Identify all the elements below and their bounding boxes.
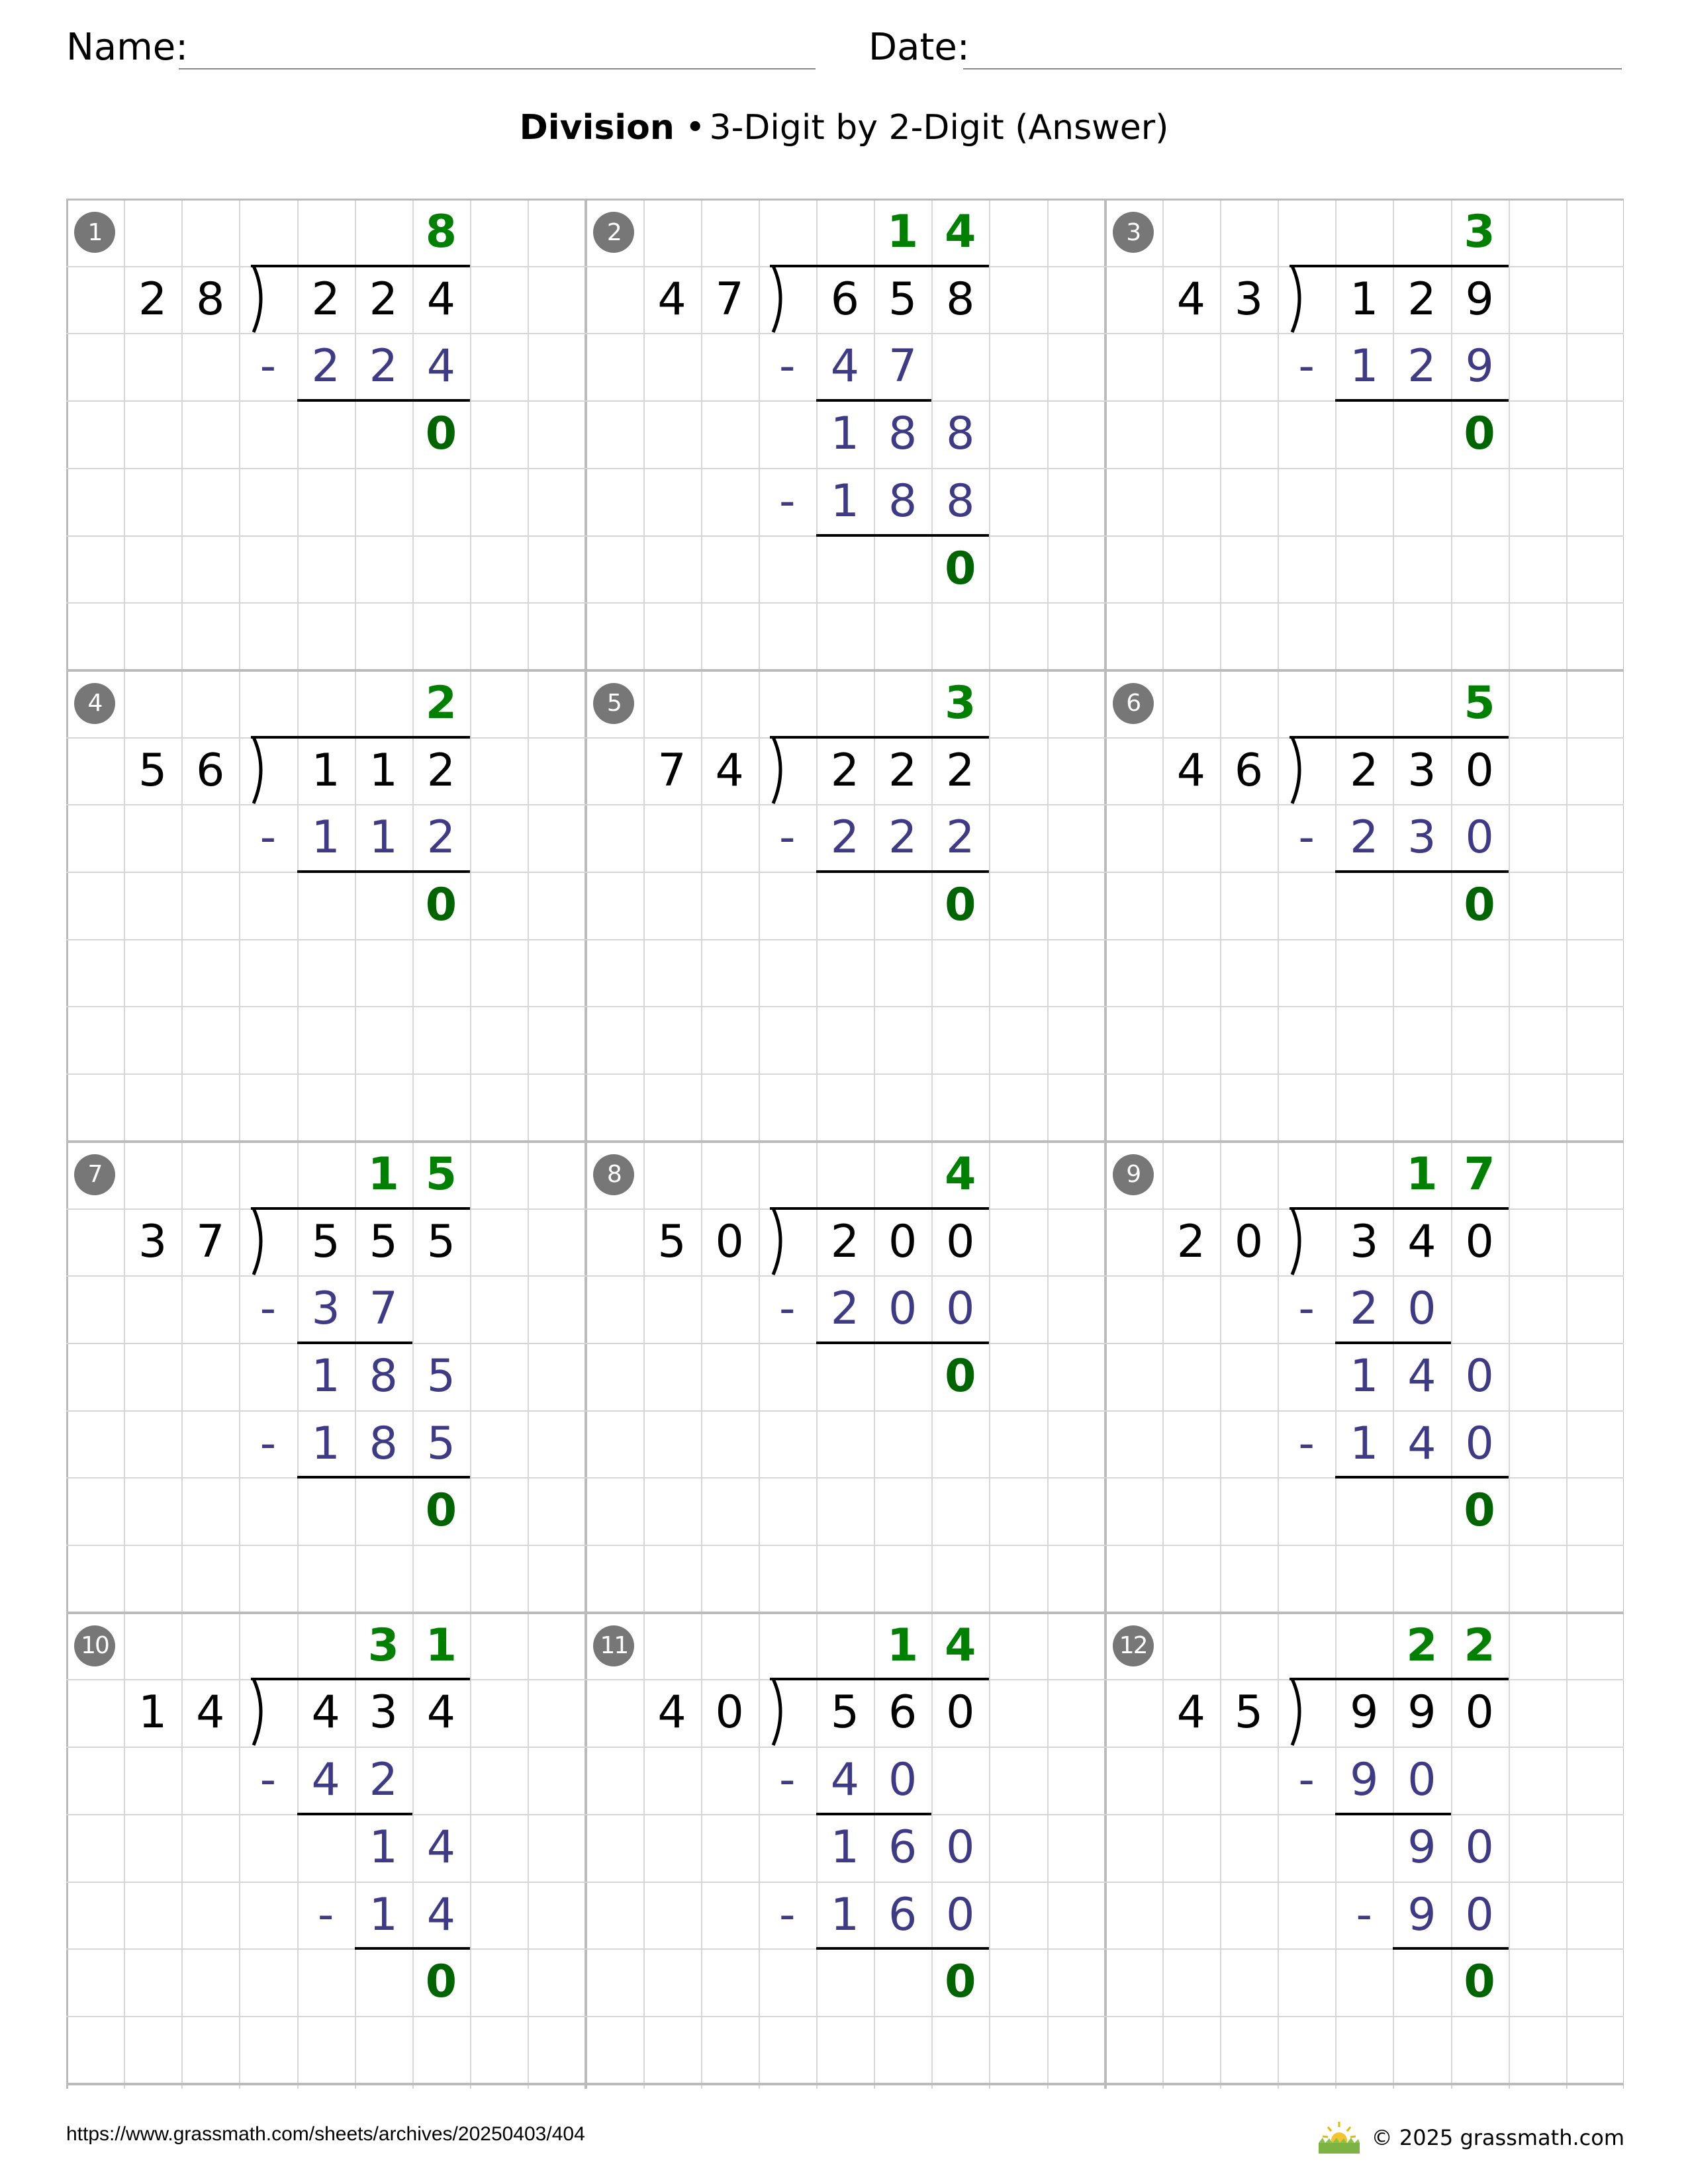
division-bracket bbox=[1287, 263, 1313, 336]
partial-dividend-digit: 8 bbox=[946, 408, 975, 461]
subtrahend-digit: 0 bbox=[1407, 1283, 1436, 1336]
partial-dividend-digit: 1 bbox=[1350, 1349, 1379, 1402]
remainder-digit: 0 bbox=[425, 879, 457, 931]
quotient-digit: 3 bbox=[367, 1619, 399, 1672]
minus-sign: - bbox=[259, 1283, 277, 1336]
minus-sign: - bbox=[1298, 340, 1315, 393]
divisor-digit: 5 bbox=[138, 744, 167, 797]
minus-sign: - bbox=[779, 340, 796, 393]
dividend-digit: 3 bbox=[1407, 744, 1436, 797]
problem-number-badge: 12 bbox=[1113, 1625, 1154, 1666]
remainder-digit: 0 bbox=[945, 879, 976, 931]
problem-number-badge: 2 bbox=[593, 212, 634, 253]
dividend-digit: 0 bbox=[1465, 1686, 1494, 1739]
remainder-digit: 0 bbox=[945, 1956, 976, 2009]
division-bracket bbox=[248, 1206, 275, 1279]
partial-dividend-digit: 1 bbox=[830, 1821, 860, 1874]
minus-sign: - bbox=[259, 340, 277, 393]
subtrahend-digit: 4 bbox=[1407, 1417, 1436, 1470]
subtrahend-digit: 7 bbox=[888, 340, 917, 393]
subtrahend-digit: 2 bbox=[888, 811, 917, 864]
division-bracket bbox=[248, 735, 275, 807]
subtrahend-digit: 3 bbox=[1407, 811, 1436, 864]
divisor-digit: 2 bbox=[138, 273, 167, 326]
subtrahend-digit: 1 bbox=[369, 1888, 398, 1941]
subtrahend-digit: 1 bbox=[830, 1888, 860, 1941]
subtrahend-digit: 0 bbox=[946, 1283, 975, 1336]
divisor-digit: 7 bbox=[657, 744, 686, 797]
divisor-digit: 4 bbox=[196, 1686, 225, 1739]
division-bracket bbox=[248, 263, 275, 336]
quotient-digit: 5 bbox=[425, 1148, 457, 1201]
dividend-digit: 6 bbox=[830, 273, 860, 326]
divisor-digit: 0 bbox=[715, 1686, 744, 1739]
minus-sign: - bbox=[259, 1754, 277, 1807]
page-title bbox=[0, 105, 1688, 151]
date-line bbox=[963, 68, 1622, 69]
division-bar bbox=[770, 736, 989, 739]
partial-dividend-digit: 0 bbox=[1465, 1821, 1494, 1874]
dividend-digit: 9 bbox=[1350, 1686, 1379, 1739]
dividend-digit: 5 bbox=[426, 1215, 456, 1268]
problem-number-badge: 8 bbox=[593, 1154, 634, 1195]
dividend-digit: 8 bbox=[946, 273, 975, 326]
subtrahend-digit: 0 bbox=[888, 1283, 917, 1336]
remainder-digit: 0 bbox=[425, 408, 457, 461]
divisor-digit: 3 bbox=[138, 1215, 167, 1268]
divisor-digit: 1 bbox=[138, 1686, 167, 1739]
dividend-digit: 0 bbox=[1465, 1215, 1494, 1268]
dividend-digit: 0 bbox=[946, 1686, 975, 1739]
remainder-digit: 0 bbox=[945, 1349, 976, 1402]
copyright-text: © 2025 grassmath.com bbox=[1371, 2125, 1624, 2150]
division-bracket bbox=[768, 1206, 794, 1279]
subtrahend-digit: 2 bbox=[1407, 340, 1436, 393]
subtrahend-digit: 2 bbox=[369, 340, 398, 393]
subtrahend-digit: 1 bbox=[311, 1417, 340, 1470]
division-bar bbox=[251, 265, 470, 267]
division-bar bbox=[1289, 1207, 1509, 1210]
division-bracket bbox=[1287, 735, 1313, 807]
divisor-digit: 4 bbox=[1176, 744, 1205, 797]
divisor-digit: 7 bbox=[715, 273, 744, 326]
quotient-digit: 5 bbox=[1464, 676, 1495, 729]
subtrahend-digit: 2 bbox=[1350, 811, 1379, 864]
dividend-digit: 1 bbox=[311, 744, 340, 797]
title-sub: 3-Digit by 2-Digit (Answer) bbox=[709, 108, 1169, 148]
remainder-digit: 0 bbox=[1464, 1956, 1495, 2009]
subtrahend-digit: 1 bbox=[830, 475, 860, 527]
quotient-digit: 2 bbox=[1464, 1619, 1495, 1672]
quotient-digit: 1 bbox=[886, 1619, 919, 1672]
dividend-digit: 6 bbox=[888, 1686, 917, 1739]
division-bracket bbox=[248, 1676, 275, 1749]
dividend-digit: 1 bbox=[1350, 273, 1379, 326]
date-label: Date: bbox=[868, 26, 970, 69]
subtrahend-digit: 3 bbox=[311, 1283, 340, 1336]
minus-sign: - bbox=[259, 1417, 277, 1470]
minus-sign: - bbox=[779, 475, 796, 527]
quotient-digit: 2 bbox=[425, 676, 457, 729]
subtrahend-digit: 4 bbox=[311, 1754, 340, 1807]
minus-sign: - bbox=[779, 1754, 796, 1807]
subtrahend-digit: 4 bbox=[830, 1754, 860, 1807]
quotient-digit: 1 bbox=[367, 1148, 399, 1201]
division-bracket bbox=[768, 263, 794, 336]
partial-dividend-digit: 8 bbox=[369, 1349, 398, 1402]
divisor-digit: 4 bbox=[715, 744, 744, 797]
minus-sign: - bbox=[317, 1888, 334, 1941]
division-bar bbox=[770, 265, 989, 267]
partial-dividend-digit: 9 bbox=[1407, 1821, 1436, 1874]
dividend-digit: 3 bbox=[1350, 1215, 1379, 1268]
subtrahend-digit: 0 bbox=[946, 1888, 975, 1941]
divisor-digit: 6 bbox=[196, 744, 225, 797]
dividend-digit: 2 bbox=[426, 744, 456, 797]
problem-number-badge: 6 bbox=[1113, 683, 1154, 724]
subtrahend-digit: 4 bbox=[426, 340, 456, 393]
quotient-digit: 8 bbox=[425, 206, 457, 258]
quotient-digit: 4 bbox=[945, 1619, 976, 1672]
minus-sign: - bbox=[1298, 1417, 1315, 1470]
subtrahend-digit: 0 bbox=[888, 1754, 917, 1807]
division-bracket bbox=[1287, 1206, 1313, 1279]
dividend-digit: 5 bbox=[369, 1215, 398, 1268]
subtrahend-digit: 9 bbox=[1350, 1754, 1379, 1807]
subtrahend-digit: 5 bbox=[426, 1417, 456, 1470]
remainder-digit: 0 bbox=[1464, 408, 1495, 461]
minus-sign: - bbox=[1298, 1283, 1315, 1336]
problem-number-badge: 11 bbox=[593, 1625, 634, 1666]
dividend-digit: 2 bbox=[888, 744, 917, 797]
dividend-digit: 9 bbox=[1465, 273, 1494, 326]
division-bracket bbox=[768, 735, 794, 807]
divisor-digit: 4 bbox=[1176, 273, 1205, 326]
divisor-digit: 5 bbox=[657, 1215, 686, 1268]
dividend-digit: 9 bbox=[1407, 1686, 1436, 1739]
dividend-digit: 4 bbox=[426, 273, 456, 326]
subtrahend-digit: 9 bbox=[1407, 1888, 1436, 1941]
subtrahend-digit: 2 bbox=[426, 811, 456, 864]
subtrahend-digit: 2 bbox=[369, 1754, 398, 1807]
subtrahend-digit: 6 bbox=[888, 1888, 917, 1941]
division-bar bbox=[251, 1678, 470, 1680]
subtrahend-digit: 2 bbox=[946, 811, 975, 864]
partial-dividend-digit: 0 bbox=[1465, 1349, 1494, 1402]
partial-dividend-digit: 1 bbox=[830, 408, 860, 461]
division-bar bbox=[251, 1207, 470, 1210]
divisor-digit: 0 bbox=[715, 1215, 744, 1268]
division-bar bbox=[1289, 1678, 1509, 1680]
subtrahend-digit: 1 bbox=[369, 811, 398, 864]
minus-sign: - bbox=[779, 811, 796, 864]
dividend-digit: 4 bbox=[426, 1686, 456, 1739]
division-bracket bbox=[768, 1676, 794, 1749]
dividend-digit: 2 bbox=[311, 273, 340, 326]
subtrahend-digit: 2 bbox=[1350, 1283, 1379, 1336]
subtrahend-digit: 4 bbox=[426, 1888, 456, 1941]
divisor-digit: 3 bbox=[1234, 273, 1264, 326]
divisor-digit: 0 bbox=[1234, 1215, 1264, 1268]
dividend-digit: 2 bbox=[830, 1215, 860, 1268]
division-bracket bbox=[1287, 1676, 1313, 1749]
subtrahend-digit: 0 bbox=[1407, 1754, 1436, 1807]
partial-dividend-digit: 4 bbox=[1407, 1349, 1436, 1402]
name-label: Name: bbox=[66, 26, 189, 69]
dividend-digit: 2 bbox=[946, 744, 975, 797]
dividend-digit: 0 bbox=[946, 1215, 975, 1268]
problem-number-badge: 1 bbox=[74, 212, 115, 253]
minus-sign: - bbox=[1356, 1888, 1373, 1941]
dividend-digit: 2 bbox=[369, 273, 398, 326]
problem-number-badge: 10 bbox=[74, 1625, 115, 1666]
dividend-digit: 5 bbox=[888, 273, 917, 326]
dividend-digit: 2 bbox=[830, 744, 860, 797]
footer-copyright bbox=[1316, 2120, 1624, 2155]
subtrahend-digit: 8 bbox=[888, 475, 917, 527]
problem-number-badge: 9 bbox=[1113, 1154, 1154, 1195]
partial-dividend-digit: 0 bbox=[946, 1821, 975, 1874]
dividend-digit: 0 bbox=[1465, 744, 1494, 797]
partial-dividend-digit: 6 bbox=[888, 1821, 917, 1874]
minus-sign: - bbox=[1298, 1754, 1315, 1807]
name-line bbox=[179, 68, 816, 69]
remainder-digit: 0 bbox=[425, 1956, 457, 2009]
footer-url: https://www.grassmath.com/sheets/archives/20250403/404 bbox=[66, 2123, 585, 2145]
subtrahend-digit: 4 bbox=[830, 340, 860, 393]
dividend-digit: 2 bbox=[1407, 273, 1436, 326]
dividend-digit: 0 bbox=[888, 1215, 917, 1268]
minus-sign: - bbox=[259, 811, 277, 864]
problem-number-badge: 4 bbox=[74, 683, 115, 724]
dividend-digit: 5 bbox=[311, 1215, 340, 1268]
subtrahend-digit: 0 bbox=[1465, 811, 1494, 864]
divisor-digit: 4 bbox=[1176, 1686, 1205, 1739]
quotient-digit: 1 bbox=[1406, 1148, 1438, 1201]
grass-sun-logo-icon bbox=[1316, 2120, 1362, 2155]
division-bar bbox=[770, 1207, 989, 1210]
division-bar bbox=[770, 1678, 989, 1680]
division-bar bbox=[1289, 736, 1509, 739]
remainder-digit: 0 bbox=[1464, 879, 1495, 931]
dividend-digit: 5 bbox=[830, 1686, 860, 1739]
subtrahend-digit: 8 bbox=[369, 1417, 398, 1470]
division-bar bbox=[1289, 265, 1509, 267]
partial-dividend-digit: 5 bbox=[426, 1349, 456, 1402]
divisor-digit: 7 bbox=[196, 1215, 225, 1268]
quotient-digit: 2 bbox=[1406, 1619, 1438, 1672]
worksheet-grid bbox=[66, 199, 1624, 2089]
divisor-digit: 5 bbox=[1234, 1686, 1264, 1739]
minus-sign: - bbox=[779, 1888, 796, 1941]
subtrahend-digit: 1 bbox=[311, 811, 340, 864]
quotient-digit: 1 bbox=[425, 1619, 457, 1672]
remainder-digit: 0 bbox=[1464, 1484, 1495, 1537]
divisor-digit: 4 bbox=[657, 273, 686, 326]
remainder-digit: 0 bbox=[945, 542, 976, 595]
divisor-digit: 6 bbox=[1234, 744, 1264, 797]
minus-sign: - bbox=[779, 1283, 796, 1336]
subtrahend-digit: 0 bbox=[1465, 1888, 1494, 1941]
subtrahend-digit: 7 bbox=[369, 1283, 398, 1336]
partial-dividend-digit: 8 bbox=[888, 408, 917, 461]
quotient-digit: 4 bbox=[945, 1148, 976, 1201]
divisor-digit: 4 bbox=[657, 1686, 686, 1739]
title-separator: • bbox=[684, 108, 706, 148]
subtrahend-digit: 2 bbox=[830, 1283, 860, 1336]
dividend-digit: 2 bbox=[1350, 744, 1379, 797]
quotient-digit: 1 bbox=[886, 206, 919, 258]
subtrahend-digit: 2 bbox=[311, 340, 340, 393]
subtrahend-digit: 8 bbox=[946, 475, 975, 527]
dividend-digit: 3 bbox=[369, 1686, 398, 1739]
problem-number-badge: 3 bbox=[1113, 212, 1154, 253]
quotient-digit: 3 bbox=[945, 676, 976, 729]
subtrahend-digit: 1 bbox=[1350, 340, 1379, 393]
divisor-digit: 8 bbox=[196, 273, 225, 326]
subtrahend-digit: 2 bbox=[830, 811, 860, 864]
minus-sign: - bbox=[1298, 811, 1315, 864]
divisor-digit: 2 bbox=[1176, 1215, 1205, 1268]
dividend-digit: 1 bbox=[369, 744, 398, 797]
partial-dividend-digit: 1 bbox=[311, 1349, 340, 1402]
subtrahend-digit: 0 bbox=[1465, 1417, 1494, 1470]
title-main: Division bbox=[519, 108, 675, 148]
division-bar bbox=[251, 736, 470, 739]
partial-dividend-digit: 4 bbox=[426, 1821, 456, 1874]
remainder-digit: 0 bbox=[425, 1484, 457, 1537]
problem-number-badge: 7 bbox=[74, 1154, 115, 1195]
quotient-digit: 7 bbox=[1464, 1148, 1495, 1201]
subtrahend-digit: 9 bbox=[1465, 340, 1494, 393]
partial-dividend-digit: 1 bbox=[369, 1821, 398, 1874]
dividend-digit: 4 bbox=[311, 1686, 340, 1739]
problem-number-badge: 5 bbox=[593, 683, 634, 724]
dividend-digit: 4 bbox=[1407, 1215, 1436, 1268]
quotient-digit: 3 bbox=[1464, 206, 1495, 258]
subtrahend-digit: 1 bbox=[1350, 1417, 1379, 1470]
quotient-digit: 4 bbox=[945, 206, 976, 258]
